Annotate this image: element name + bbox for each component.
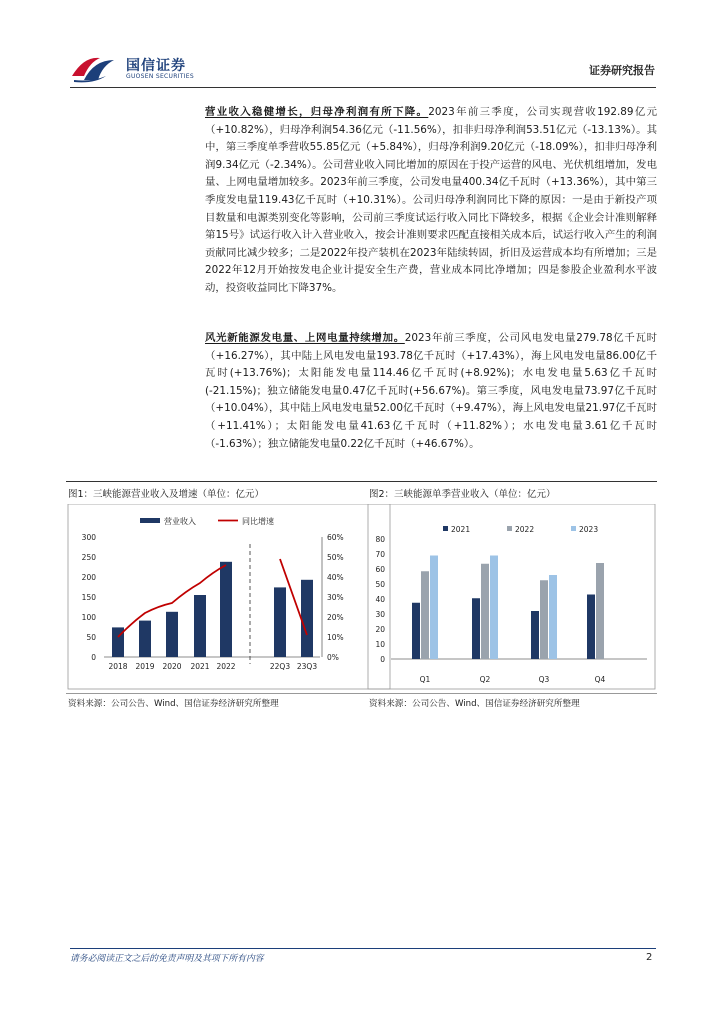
figure1-bar-revenue bbox=[301, 580, 313, 657]
paragraph-generation bbox=[205, 330, 657, 453]
figure1-ytick-right: 10% bbox=[327, 633, 344, 642]
figure1-bottom-rule bbox=[66, 693, 392, 694]
figure1-ytick-left: 100 bbox=[81, 613, 96, 622]
figure2-ytick: 30 bbox=[375, 610, 385, 619]
figure1-xtick: 2019 bbox=[135, 662, 155, 671]
figure2-ytick: 0 bbox=[380, 655, 385, 664]
figure2-xtick: Q2 bbox=[479, 675, 491, 684]
figure2-bar-2021 bbox=[587, 595, 595, 660]
figure1-xtick: 2020 bbox=[162, 662, 182, 671]
figure1-title: 图1：三峡能源营业收入及增速（单位：亿元） bbox=[68, 489, 265, 500]
figure1-ytick-left: 50 bbox=[86, 633, 96, 642]
figure1-ytick-right: 20% bbox=[327, 613, 344, 622]
figure2-bar-2023 bbox=[490, 556, 498, 660]
figure2-bar-2022 bbox=[596, 563, 604, 659]
figure1-ytick-left: 200 bbox=[81, 573, 96, 582]
footer-disclaimer: 请务必阅读正文之后的免责声明及其项下所有内容 bbox=[70, 954, 264, 964]
figure1-ytick-right: 40% bbox=[327, 573, 344, 582]
figure2-legend-swatch bbox=[571, 526, 576, 531]
legend-growth-label: 同比增速 bbox=[242, 517, 274, 526]
figure1-xtick: 2021 bbox=[190, 662, 210, 671]
figure1-xtick: 2022 bbox=[216, 662, 236, 671]
page-header bbox=[70, 48, 655, 88]
figure2-source: 资料来源：公司公告、Wind、国信证券经济研究所整理 bbox=[369, 699, 580, 709]
paragraph-revenue bbox=[205, 104, 657, 298]
figure1-ytick-left: 250 bbox=[81, 553, 96, 562]
figure2-title: 图2：三峡能源单季营业收入（单位：亿元） bbox=[369, 489, 556, 500]
figure2-chart bbox=[367, 504, 657, 690]
figure2-bottom-rule bbox=[367, 693, 657, 694]
figure2-legend-swatch bbox=[443, 526, 448, 531]
figure1-bar-revenue bbox=[220, 562, 232, 657]
figure2-legend-label: 2021 bbox=[451, 525, 471, 534]
legend-revenue-label: 营业收入 bbox=[164, 517, 196, 526]
figure2-bar-2023 bbox=[549, 575, 557, 659]
figure2-ytick: 10 bbox=[375, 640, 385, 649]
header-divider bbox=[70, 87, 656, 88]
figure1-ytick-right: 30% bbox=[327, 593, 344, 602]
figure2-xtick: Q1 bbox=[419, 675, 431, 684]
paragraph-revenue-text: 2023年前三季度，公司实现营收192.89亿元（+10.82%），归母净利润54.36亿元（-11.56%），扣非归母净利润53.51亿元（-13.13%）。其中，第三季度单季营收55.85亿元（+5.84%），归母净利润9.20亿元（-18.09%），扣非归母净利润9.34亿元（-2.34%）。公司营业收入同比增加的原因在于投产运营的风电、光伏机组增加，发电量、上网电量增加较多。2023年前三季度，公司发电量400.34亿千瓦时（+13.36%），其中第三季度发电量119.43亿千瓦时（+10.31%）。公司归母净利润同比下降的原因：一是由于新投产项目数量和电源类别变化等影响，公司前三季度试运行收入同比下降较多，根据《企业会计准则解释第15号》试运行收入计入营业收入，按会计准则要求匹配直接相关成本后，试运行收入产生的利润贡献同比减少较多；二是2022年投产装机在2023年陆续转固，折旧及运营成本均有所增加；三是2022年12月开始按发电企业计提安全生产费，营业成本同比净增加；四是参股企业盈利水平波动，投资收益同比下降37%。 bbox=[205, 106, 657, 294]
figure1-ytick-right: 0% bbox=[327, 653, 339, 662]
figure1-xtick: 2018 bbox=[108, 662, 128, 671]
figure1-bar-revenue bbox=[274, 587, 286, 657]
figure1-xtick: 23Q3 bbox=[296, 662, 318, 671]
figure1-ytick-right: 50% bbox=[327, 553, 344, 562]
figure2-ytick: 80 bbox=[375, 535, 385, 544]
figure2-ytick: 50 bbox=[375, 580, 385, 589]
figure1-bar-revenue bbox=[194, 595, 206, 657]
logo-en: GUOSEN SECURITIES bbox=[126, 73, 195, 80]
figure1-ytick-left: 300 bbox=[81, 533, 96, 542]
figure1-bar-revenue bbox=[139, 621, 151, 657]
figure1-legend bbox=[140, 516, 274, 526]
figure2-xtick: Q3 bbox=[538, 675, 550, 684]
figure2-ytick: 40 bbox=[375, 595, 385, 604]
paragraph-generation-text: 2023年前三季度，公司风电发电量279.78亿千瓦时（+16.27%），其中陆上风电发电量193.78亿千瓦时（+17.43%），海上风电发电量86.00亿千瓦时(+13.76%)；太阳能发电量114.46亿千瓦时(+8.92%)；水电发电量5.63亿千瓦时(-21.15%)；独立储能发电量0.47亿千瓦时(+56.67%)。第三季度，风电发电量73.97亿千瓦时（+10.04%），其中陆上风电发电量52.00亿千瓦时（+9.47%），海上风电发电量21.97亿千瓦时（+11.41%）；太阳能发电量41.63亿千瓦时（+11.82%）；水电发电量3.61亿千瓦时（-1.63%）；独立储能发电量0.22亿千瓦时（+46.67%）。 bbox=[205, 332, 657, 450]
page-number: 2 bbox=[646, 952, 653, 963]
figure2-ytick: 20 bbox=[375, 625, 385, 634]
figure2-legend-label: 2022 bbox=[515, 525, 535, 534]
figure1-ytick-right: 60% bbox=[327, 533, 344, 542]
figure2-plot-area bbox=[368, 504, 655, 689]
figure2-bar-2022 bbox=[540, 580, 548, 659]
guosen-logo bbox=[70, 52, 210, 84]
logo-cn: 国信证券 bbox=[126, 58, 186, 74]
figure2-bar-2022 bbox=[421, 571, 429, 659]
figure1-ytick-left: 150 bbox=[81, 593, 96, 602]
legend-revenue-swatch bbox=[140, 518, 160, 523]
paragraph-revenue-lead: 营业收入稳健增长，归母净利润有所下降。 bbox=[205, 106, 429, 118]
figure2-legend-label: 2023 bbox=[579, 525, 599, 534]
figure1-xtick: 22Q3 bbox=[269, 662, 291, 671]
guosen-logo-icon bbox=[70, 52, 122, 84]
figure1-bar-revenue bbox=[166, 612, 178, 657]
figure2-legend bbox=[443, 525, 598, 534]
figure2-ytick: 60 bbox=[375, 565, 385, 574]
figure2-legend-swatch bbox=[507, 526, 512, 531]
figure2-bar-2023 bbox=[430, 556, 438, 660]
figure1-top-rule bbox=[66, 481, 392, 482]
figure1-ytick-left: 0 bbox=[91, 653, 96, 662]
figure2-bar-2022 bbox=[481, 564, 489, 659]
figure2-bar-2021 bbox=[412, 603, 420, 659]
figure2-xtick: Q4 bbox=[594, 675, 606, 684]
paragraph-generation-lead: 风光新能源发电量、上网电量持续增加。 bbox=[205, 332, 405, 344]
figure2-ytick: 70 bbox=[375, 550, 385, 559]
figure2-bar-2021 bbox=[472, 598, 480, 659]
footer-divider bbox=[70, 948, 656, 949]
figure1-source: 资料来源：公司公告、Wind、国信证券经济研究所整理 bbox=[68, 699, 279, 709]
figure1-chart bbox=[66, 504, 392, 690]
figure2-top-rule bbox=[367, 481, 657, 482]
report-type: 证券研究报告 bbox=[589, 64, 655, 77]
figure2-bar-2021 bbox=[531, 611, 539, 659]
